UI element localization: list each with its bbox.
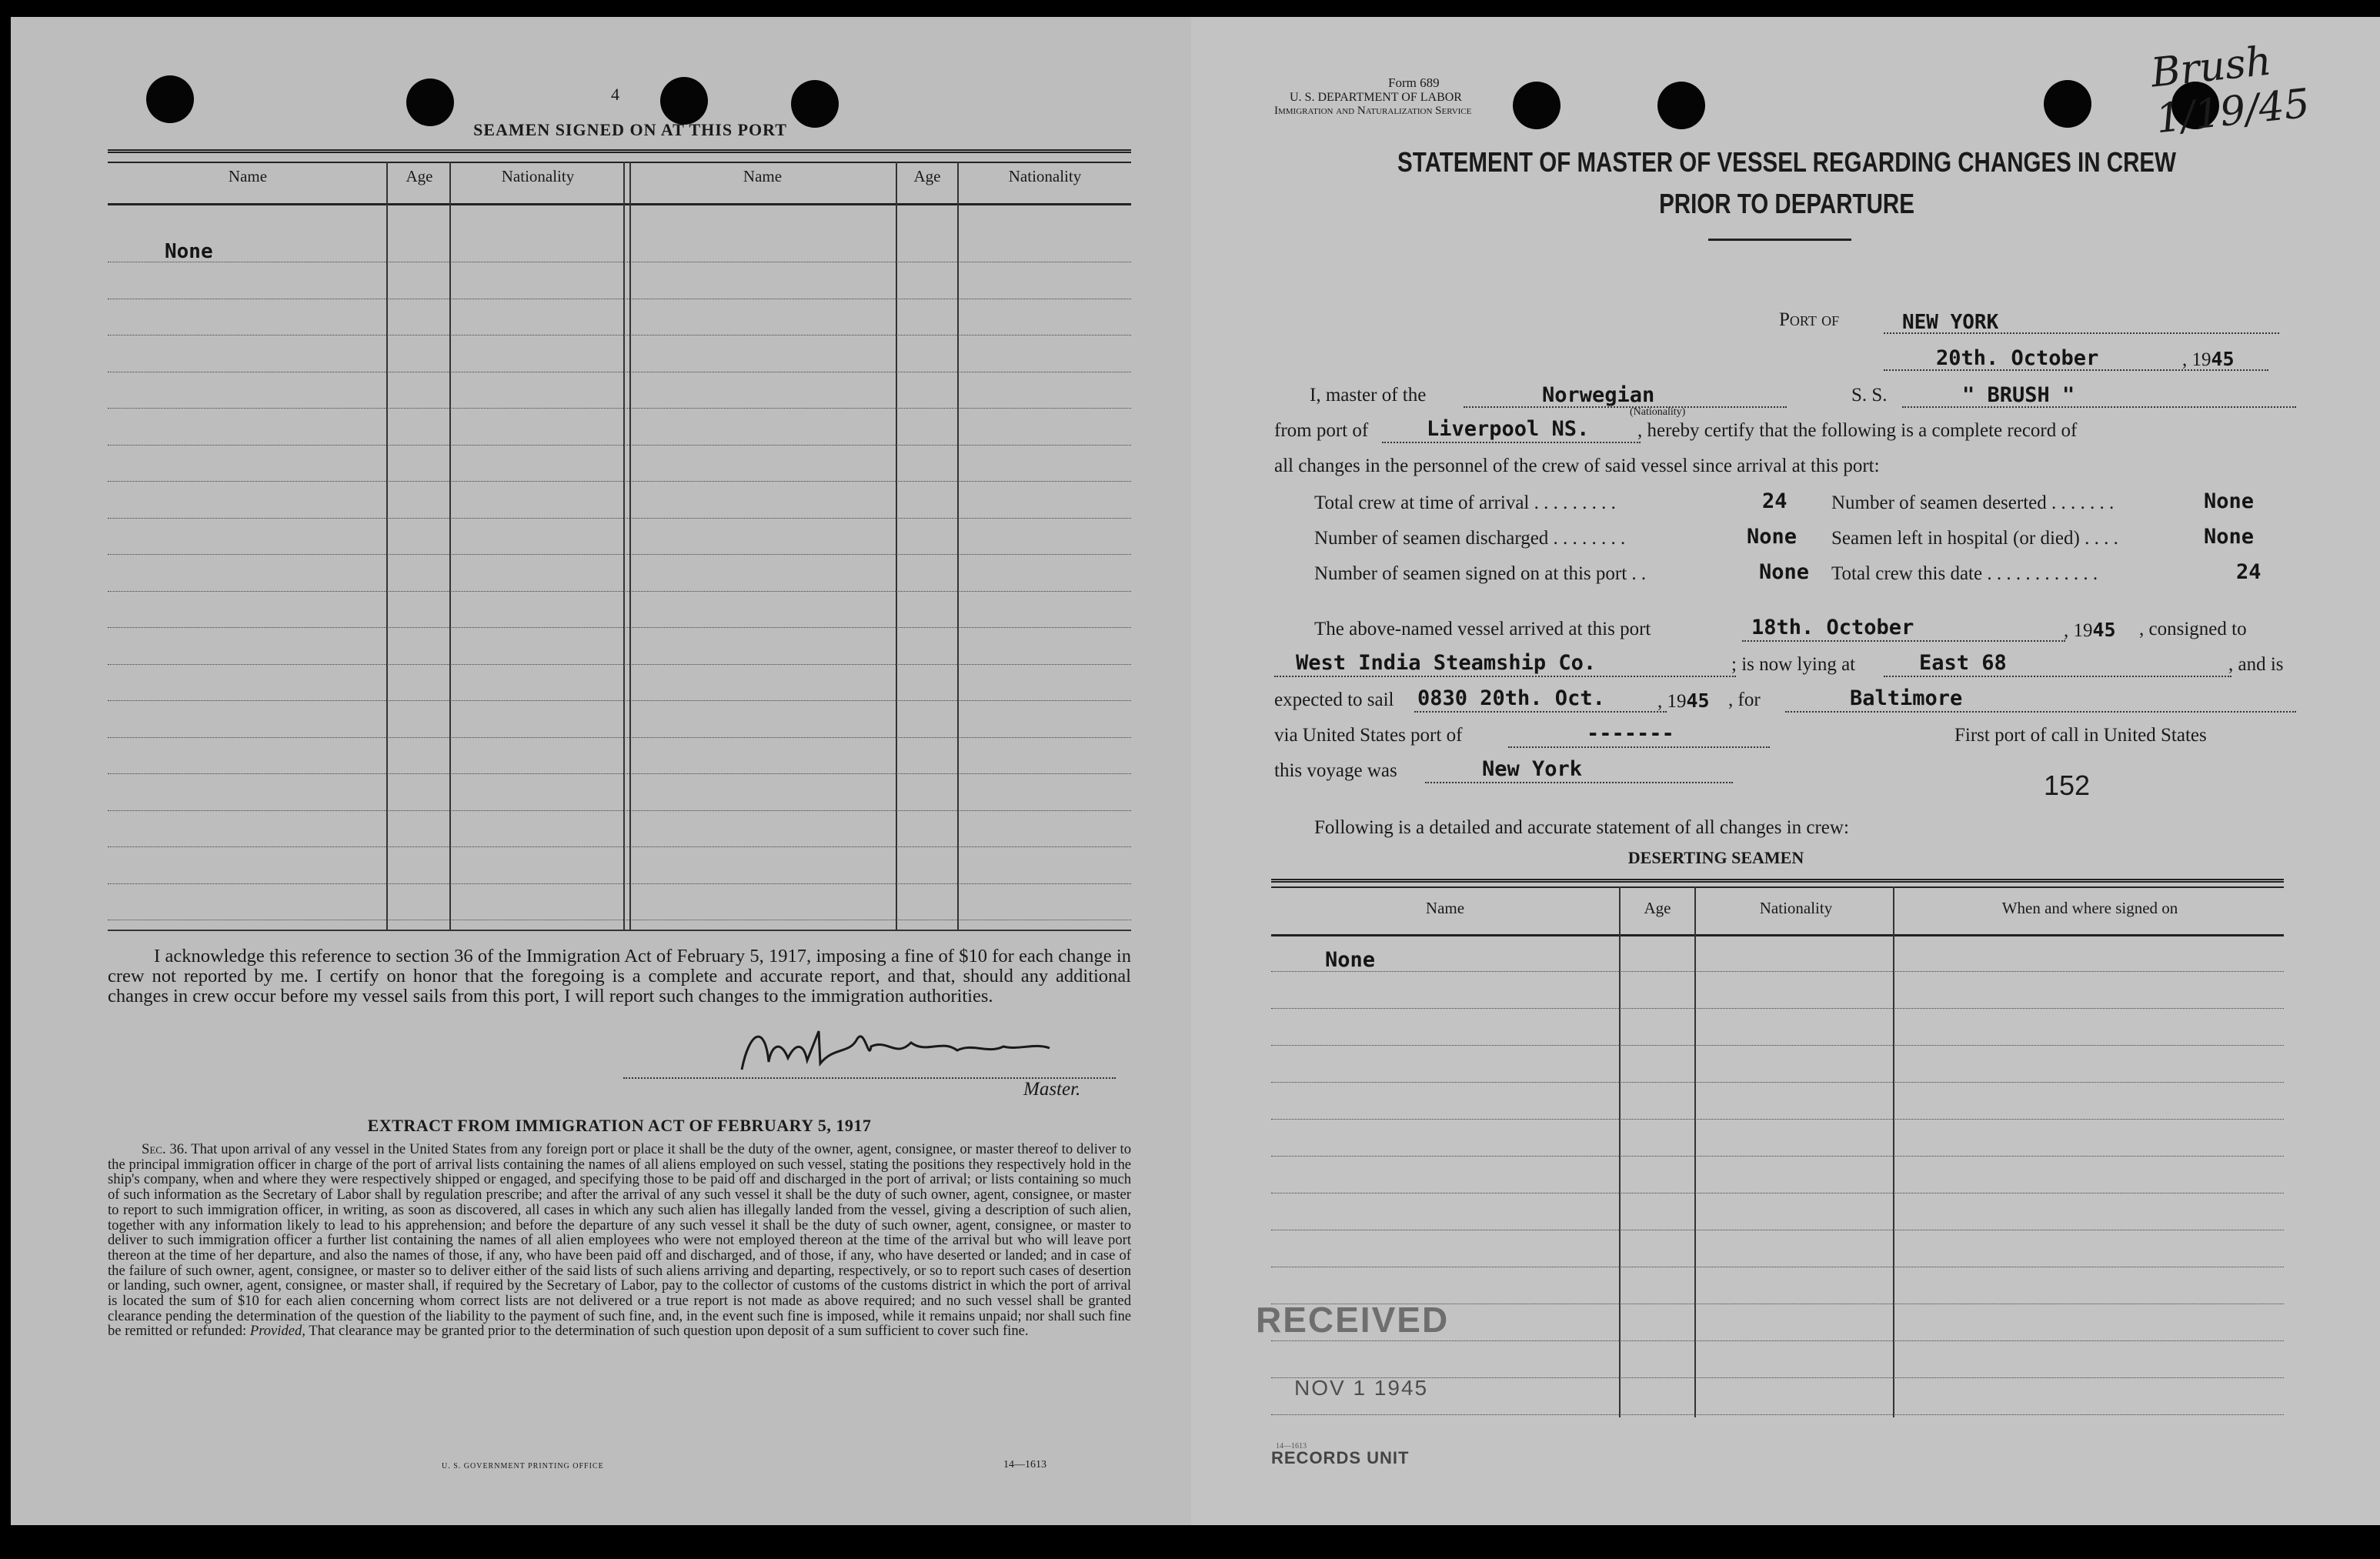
consignee-line	[1274, 676, 1736, 677]
ship-name: " BRUSH "	[1962, 383, 2075, 407]
table-row-line	[1271, 1008, 2284, 1009]
table-row-line	[108, 664, 1131, 665]
col-divider	[957, 162, 959, 931]
table-top-rule	[1271, 879, 2284, 883]
voyage-line	[1425, 782, 1733, 783]
sail-year-value: 45	[1686, 689, 1710, 712]
col-header-age: Age	[406, 167, 433, 185]
col-divider	[629, 162, 631, 931]
punch-hole	[660, 77, 708, 125]
expected-label: expected to sail	[1274, 689, 1394, 710]
following-text: Following is a detailed and accurate statement of all changes in crew:	[1314, 817, 1849, 838]
deserting-entry: None	[1325, 948, 1376, 972]
master-signature	[734, 1016, 1057, 1085]
lying-value: East 68	[1919, 651, 2007, 675]
header-rule	[1271, 934, 2284, 936]
voyage-value: New York	[1482, 757, 1583, 781]
first-port-label: First port of call in United States	[1954, 725, 2207, 746]
table-row-line	[1271, 1414, 2284, 1415]
via-value: -------	[1587, 722, 1674, 746]
arrived-line	[1742, 640, 2065, 642]
records-code: 14—1613	[1276, 1442, 1307, 1451]
punch-hole	[1513, 82, 1561, 129]
punch-hole	[2044, 80, 2091, 128]
printer-note: U. S. GOVERNMENT PRINTING OFFICE	[442, 1462, 604, 1471]
nationality-value: Norwegian	[1542, 383, 1655, 407]
certify-text-2: all changes in the personnel of the crew of said vessel since arrival at this port:	[1274, 456, 1880, 476]
form-subtitle: PRIOR TO DEPARTURE	[1659, 188, 1914, 219]
table-row-line	[108, 883, 1131, 884]
arrived-date: 18th. October	[1751, 616, 1914, 639]
discharged-label: Number of seamen discharged . . . . . . . .	[1314, 528, 1626, 549]
signed-on-value: None	[1759, 560, 1810, 584]
col-divider	[449, 162, 451, 931]
total-crew-date-label: Total crew this date . . . . . . . . . . . .	[1831, 563, 2098, 584]
col-header-age: Age	[1644, 899, 1671, 917]
table-row-line	[108, 773, 1131, 774]
and-is-label: , and is	[2228, 654, 2284, 675]
number-stamp: 152	[2044, 769, 2091, 801]
form-number: Form 689	[1388, 75, 1440, 90]
arrived-year	[2064, 619, 2116, 642]
arrived-year-prefix: , 19	[2064, 620, 2093, 641]
service: Immigration and Naturalization Service	[1274, 105, 1472, 117]
extract-section: Sec. 36.	[142, 1141, 188, 1157]
master-label: Master.	[1023, 1079, 1081, 1100]
year-value: 45	[2211, 348, 2235, 370]
port-label: Port of	[1779, 309, 1840, 330]
sail-time: 0830 20th. Oct.	[1417, 686, 1605, 710]
header-rule	[108, 203, 1131, 205]
lying-line	[1884, 676, 2231, 677]
table-row-line	[108, 737, 1131, 738]
table-row-line	[108, 445, 1131, 446]
nationality-caption: (Nationality)	[1630, 406, 1686, 418]
consigned-label: , consigned to	[2139, 619, 2247, 639]
entry-none: None	[165, 240, 213, 263]
from-port-line	[1382, 442, 1641, 443]
col-header-name: Name	[228, 167, 268, 185]
total-crew-date-value: 24	[2236, 560, 2262, 584]
col-header-when-where: When and where signed on	[2001, 899, 2178, 917]
discharged-value: None	[1747, 525, 1798, 549]
col-header-name: Name	[1425, 899, 1465, 917]
right-page	[1191, 17, 2380, 1525]
extract-text	[108, 1142, 1131, 1339]
col-header-nationality: Nationality	[1759, 899, 1833, 917]
col-divider	[896, 162, 897, 931]
section-title: SEAMEN SIGNED ON AT THIS PORT	[473, 120, 787, 139]
date-value: 20th. October	[1936, 346, 2099, 370]
table-row-line	[108, 700, 1131, 701]
table-top-rule	[108, 149, 1131, 153]
extract-end: That clearance may be granted prior to the determination of such question upon deposit of a sum sufficient to cover such fine.	[309, 1323, 1029, 1340]
table-row-line	[108, 627, 1131, 628]
table-row-line	[108, 518, 1131, 519]
arrived-label: The above-named vessel arrived at this port	[1314, 619, 1651, 639]
form-code: 14—1613	[1003, 1459, 1046, 1471]
consignee-value: West India Steamship Co.	[1296, 651, 1597, 675]
received-stamp: RECEIVED	[1256, 1300, 1450, 1340]
date-year	[2182, 348, 2235, 371]
table-row-line	[108, 481, 1131, 482]
col-divider	[1619, 886, 1621, 1417]
table-row-line	[108, 554, 1131, 555]
sail-year-prefix: , 19	[1657, 691, 1687, 712]
year-prefix: , 19	[2182, 349, 2211, 370]
destination-value: Baltimore	[1850, 686, 1963, 710]
department: U. S. DEPARTMENT OF LABOR	[1290, 91, 1462, 104]
deserted-value: None	[2204, 489, 2255, 513]
punch-hole	[1657, 82, 1705, 129]
hospital-value: None	[2204, 525, 2255, 549]
table-row-line	[108, 846, 1131, 847]
table-row-line	[1271, 1045, 2284, 1046]
title-underline	[1708, 239, 1851, 241]
hospital-label: Seamen left in hospital (or died) . . . .	[1831, 528, 2118, 549]
table-bottom-rule	[108, 930, 1131, 931]
from-port-label: from port of	[1274, 420, 1369, 441]
col-divider	[1694, 886, 1696, 1417]
col-header-nationality: Nationality	[1008, 167, 1082, 185]
from-port-value: Liverpool NS.	[1427, 417, 1590, 441]
table-row-line	[1271, 1119, 2284, 1120]
table-row-line	[1271, 971, 2284, 972]
ship-line	[1902, 406, 2296, 408]
arrived-year-value: 45	[2092, 619, 2116, 641]
table-rule	[1271, 886, 2284, 888]
col-header-nationality: Nationality	[501, 167, 575, 185]
col-header-name: Name	[743, 167, 783, 185]
table-row-line	[108, 591, 1131, 592]
lying-label: ; is now lying at	[1731, 654, 1856, 675]
form-title: STATEMENT OF MASTER OF VESSEL REGARDING CHANGES IN CREW	[1397, 146, 2176, 178]
extract-title: EXTRACT FROM IMMIGRATION ACT OF FEBRUARY 5, 1917	[367, 1116, 872, 1135]
destination-line	[1785, 711, 2296, 713]
extract-body: That upon arrival of any vessel in the United States from any foreign port or place it shall be the duty of the owner, agent, consignee, or master thereof to deliver to the principal immigration officer in charge of the port of arrival lists containing the names of all aliens employed on such vessel, stating the positions they respectively hold in the ship's company, when and where they were respectively shipped or engaged, and specifying those to be paid off and discharged in the port of arrival; or lists containing so much of such information as the Secretary of Labor shall by regulation prescribe; and after the arrival of any such vessel it shall be the duty of such owner, agent, consignee, or master to report to such immigration officer, in writing, as soon as discovered, all cases in which any such alien has illegally landed from the vessel, giving a description of such alien, together with any information likely to lead to his apprehension; and before the departure of any such vessel it shall be the duty of such owner, agent, consignee, or master to deliver to such immigration officer a further list containing the names of all alien employees who were not employed thereon at the time of the arrival but who will leave port thereon at the time of her departure, and also the names of those, if any, who have been paid off and discharged, and of those, if any, who have deserted or landed; and in case of the failure of such owner, agent, consignee, or master so to deliver either of the said lists of such aliens arriving and departing, respectively, or so to report such cases of desertion or landing, such owner, agent, consignee, or master shall, if required by the Secretary of Labor, pay to the collector of customs of the customs district in which the port of arrival is located the sum of $10 for each alien concerning whom correct lists are not delivered or a true report is not made as above required; and no such vessel shall be granted clearance pending the determination of the question of the liability to the payment of such fine, and, in the event such fine is imposed, while it remains unpaid; nor shall such fine be remitted or refunded:	[108, 1141, 1131, 1340]
sail-line	[1414, 711, 1667, 713]
table-row-line	[108, 810, 1131, 811]
via-label: via United States port of	[1274, 725, 1463, 746]
punch-hole	[146, 75, 194, 123]
extract-provided: Provided,	[249, 1323, 305, 1340]
col-divider	[1893, 886, 1894, 1417]
table-rule	[108, 162, 1131, 163]
punch-hole	[406, 78, 454, 126]
records-stamp: RECORDS UNIT	[1271, 1448, 1410, 1467]
page-number: 4	[611, 85, 619, 104]
signed-on-label: Number of seamen signed on at this port . .	[1314, 563, 1647, 584]
handwritten-note: Brush 1/19/45	[2148, 38, 2312, 143]
table-row-line	[1271, 1156, 2284, 1157]
for-label: , for	[1728, 689, 1761, 710]
certify-text: , hereby certify that the following is a complete record of	[1637, 420, 2078, 441]
deserting-title: DESERTING SEAMEN	[1627, 848, 1804, 867]
col-divider	[386, 162, 388, 931]
left-page	[11, 17, 1196, 1525]
table-row-line	[1271, 1082, 2284, 1083]
voyage-label: this voyage was	[1274, 760, 1397, 781]
table-row-line	[1271, 1340, 2284, 1341]
received-date: NOV 1 1945	[1294, 1376, 1429, 1400]
total-crew-arrival: 24	[1762, 489, 1788, 513]
table-row-line	[108, 335, 1131, 336]
total-crew-arrival-label: Total crew at time of arrival . . . . . . . . .	[1314, 492, 1616, 513]
via-line	[1508, 746, 1770, 748]
acknowledgement-text: I acknowledge this reference to section 36 of the Immigration Act of February 5, 1917, imposing a fine of $10 for each change in crew not reported by me. I certify on honor that the foregoing is a complete and accurate report, and that, should any additional changes in crew occur before my vessel sails from this port, I will report such changes to the immigration authorities.	[108, 946, 1131, 1007]
sail-year	[1657, 689, 1710, 713]
table-row-line	[108, 408, 1131, 409]
ss-label: S. S.	[1851, 385, 1888, 406]
col-header-age: Age	[913, 167, 941, 185]
master-of-label: I, master of the	[1310, 385, 1427, 406]
col-divider	[623, 162, 625, 931]
port-value: NEW YORK	[1902, 311, 1999, 334]
deserted-label: Number of seamen deserted . . . . . . .	[1831, 492, 2115, 513]
